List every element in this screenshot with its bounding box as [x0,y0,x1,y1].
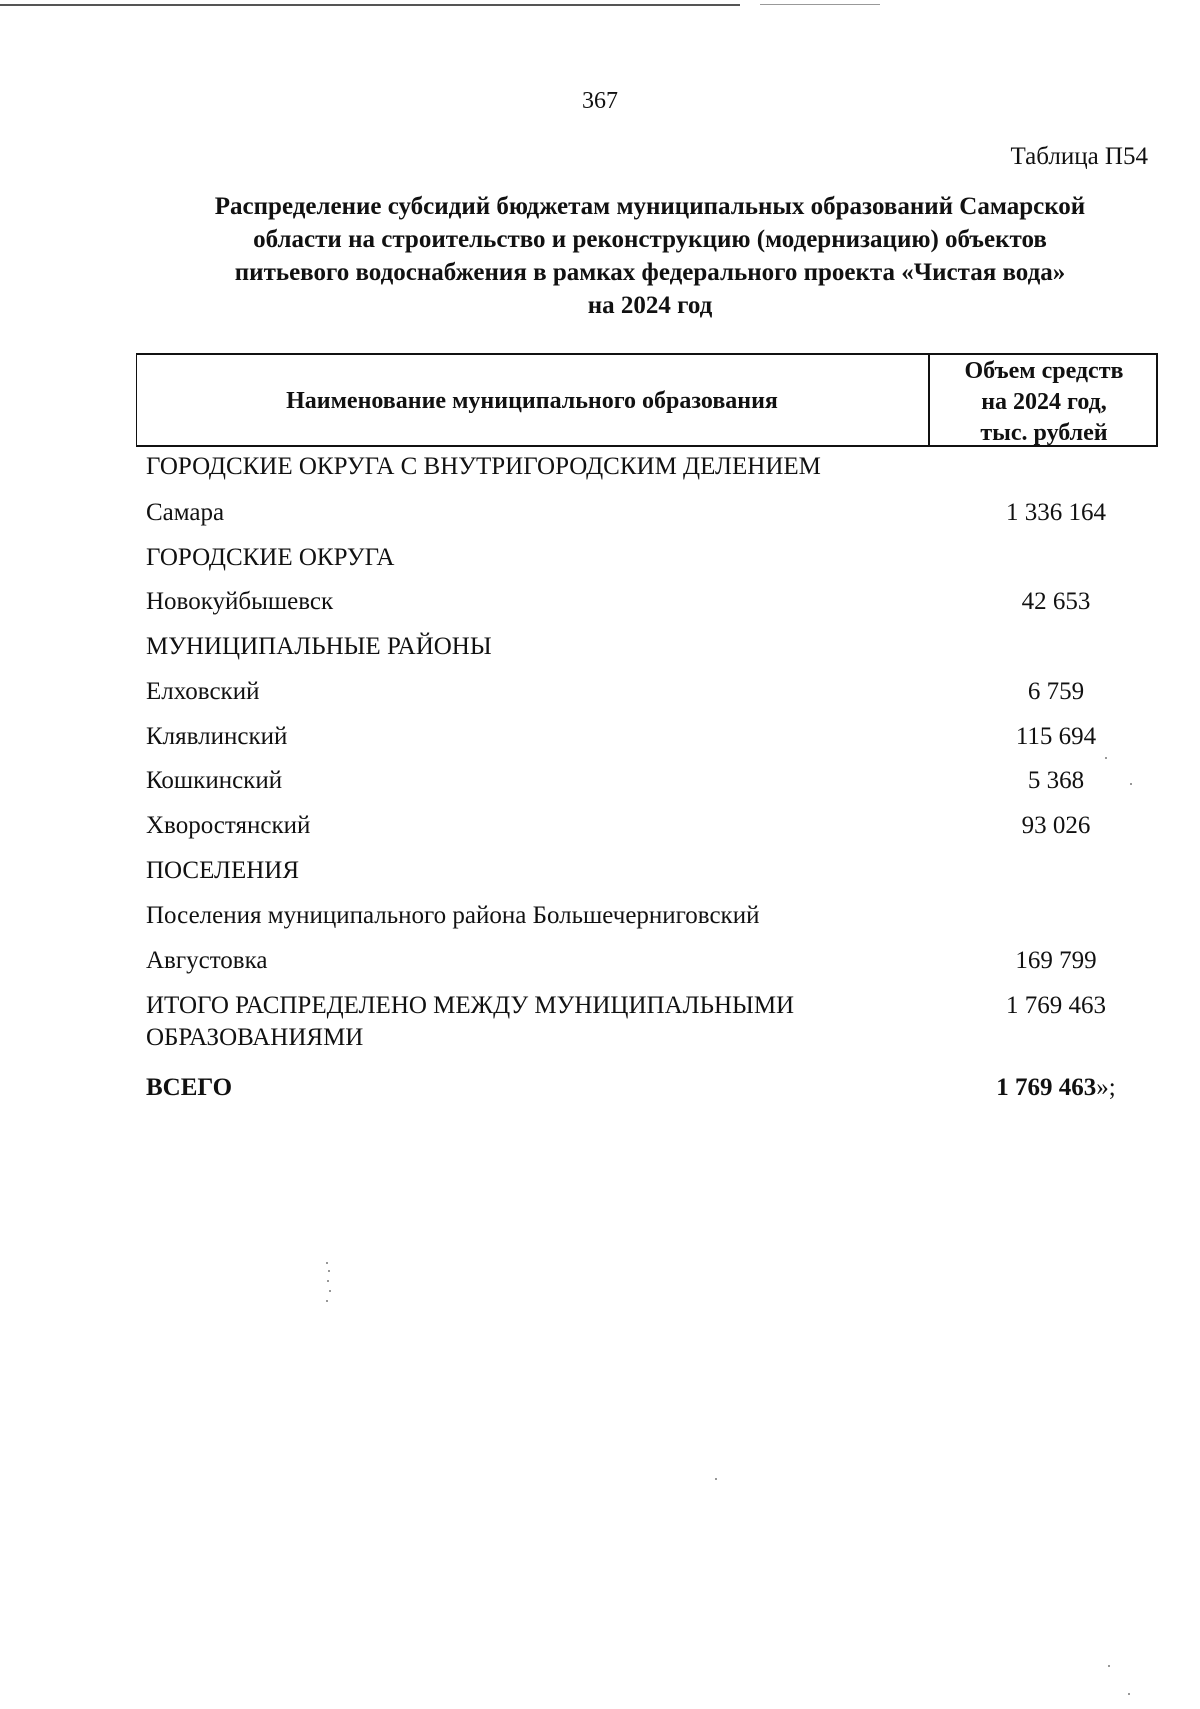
row-value: 169 799 [1015,947,1097,974]
title-line: Распределение субсидий бюджетам муниципальных образований Самарской [214,193,1086,220]
row-name: Елховский [146,678,260,705]
scan-edge-line [0,4,740,6]
row-value: 6 759 [1027,678,1085,705]
grand-total-value: 1 769 463 [996,1074,1097,1101]
row-name-line: ИТОГО РАСПРЕДЕЛЕНО МЕЖДУ МУНИЦИПАЛЬНЫМИ [146,992,795,1019]
row-name: МУНИЦИПАЛЬНЫЕ РАЙОНЫ [146,633,492,660]
table-title [120,190,1180,322]
scan-speck [1130,783,1132,785]
header-name-column: Наименование муниципального образования [286,388,778,414]
scan-speck [327,1280,329,1282]
page-number: 367 [582,88,618,114]
grand-total-suffix: »; [1096,1074,1116,1101]
row-name: ГОРОДСКИЕ ОКРУГА С ВНУТРИГОРОДСКИМ ДЕЛЕНИЕМ [146,453,821,480]
row-value: 5 368 [1027,767,1085,794]
scan-speck [329,1290,331,1292]
row-value: 1 769 463 [1006,992,1106,1019]
title-line: на 2024 год [587,292,713,319]
row-name: Поселения муниципального района Большечерниговский [146,902,760,929]
header-value-line: тыс. рублей [980,420,1108,446]
row-value: 115 694 [1015,723,1097,750]
row-value: 1 336 164 [1006,499,1106,526]
scan-speck [1128,1693,1130,1695]
row-name: ГОРОДСКИЕ ОКРУГА [146,544,395,571]
header-value-line: Объем средств [964,358,1124,384]
title-line: области на строительство и реконструкцию (модернизацию) объектов [253,226,1047,253]
row-value: 42 653 [1021,588,1091,615]
table-id: Таблица П54 [1010,143,1148,170]
title-line: питьевого водоснабжения в рамках федерального проекта «Чистая вода» [234,259,1066,286]
row-name: Самара [146,499,225,526]
row-name: Августовка [146,947,268,974]
scan-speck [328,1270,330,1272]
row-name: Хворостянский [146,812,311,839]
row-name: Новокуйбышевск [146,588,334,615]
row-name [146,990,906,1054]
scan-speck [1108,1665,1110,1667]
header-value-column [930,356,1158,449]
scan-speck [326,1300,328,1302]
row-name: Клявлинский [146,723,288,750]
row-value [956,1072,1156,1104]
row-name: ВСЕГО [146,1074,233,1101]
row-value: 93 026 [1021,812,1091,839]
scan-speck [715,1478,717,1480]
scan-speck [1105,757,1107,759]
row-name: ПОСЕЛЕНИЯ [146,857,300,884]
scan-edge-line [760,4,880,5]
header-value-line: на 2024 год, [981,389,1107,415]
scan-speck [326,1262,328,1264]
row-name: Кошкинский [146,767,283,794]
row-name-line: ОБРАЗОВАНИЯМИ [146,1024,364,1051]
